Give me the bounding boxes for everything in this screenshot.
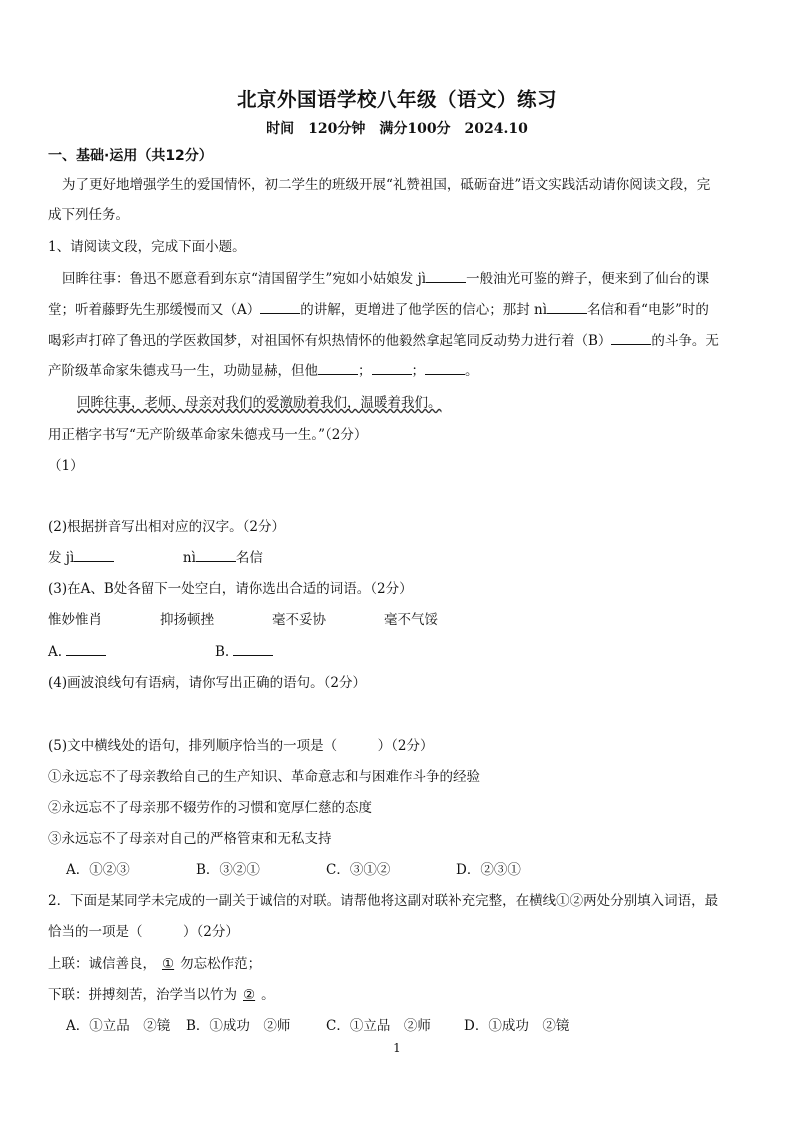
word-option: 毫不气馁 xyxy=(384,612,438,628)
passage-text: 的斗争。无 xyxy=(651,333,719,349)
intro-line-2: 成下列任务。 xyxy=(48,207,129,223)
choice-a[interactable]: A．①②③ xyxy=(66,862,130,878)
passage-line-4 xyxy=(48,362,479,380)
answer-label-b: B. xyxy=(214,644,230,660)
blank-marker-1: ① xyxy=(162,956,175,972)
sub2-prompt: (2)根据拼音写出相对应的汉字。（2分） xyxy=(48,519,285,535)
answer-blank[interactable] xyxy=(372,362,412,375)
choice-b[interactable]: B．③②① xyxy=(196,862,260,878)
choice-a[interactable]: A．①立品 ②镜 xyxy=(66,1018,171,1034)
choice-d[interactable]: D．①成功 ②镜 xyxy=(464,1018,570,1034)
passage-text: 堂；听着藤野先生那缓慢而又（A） xyxy=(48,302,261,318)
blank-marker-2: ② xyxy=(243,987,256,1003)
sub1-number: （1） xyxy=(48,458,84,474)
couplet-text: 勿忘松作范； xyxy=(180,956,262,972)
choice-d[interactable]: D．②③① xyxy=(456,862,521,878)
sub4-prompt: (4)画波浪线句有语病，请你写出正确的语句。（2分） xyxy=(48,675,366,691)
sub5-item: ③永远忘不了母亲对自己的严格管束和无私支持 xyxy=(48,831,332,847)
wavy-underlined-sentence: 回眸往事，老师、母亲对我们的爱激励着我们，温暖着我们。 xyxy=(77,395,442,411)
separator: ； xyxy=(411,363,425,379)
passage-line-2 xyxy=(48,301,709,319)
couplet-text: 。 xyxy=(261,987,275,1003)
sub5-choices xyxy=(66,861,521,879)
passage-text: 一般油光可鉴的辫子，便来到了仙台的课 xyxy=(466,271,710,287)
passage-text: 回眸往事：鲁迅不愿意看到东京“清国留学生”宛如小姑娘发 jì xyxy=(62,271,427,287)
passage-line-3 xyxy=(48,332,719,350)
answer-blank[interactable] xyxy=(425,362,465,375)
answer-label-a: A. xyxy=(48,644,63,660)
word-option: 抑扬顿挫 xyxy=(160,612,214,628)
sub2-answers xyxy=(48,549,263,567)
section-heading: 一、基础·运用（共12分） xyxy=(48,148,213,164)
word-option: 毫不妥协 xyxy=(272,612,326,628)
choice-c[interactable]: C．③①② xyxy=(326,862,391,878)
answer-blank[interactable] xyxy=(196,549,236,562)
pinyin-ni: nì xyxy=(182,550,196,566)
choice-b[interactable]: B．①成功 ②师 xyxy=(186,1018,291,1034)
page-number: 1 xyxy=(393,1041,401,1055)
sub5-item: ①永远忘不了母亲教给自己的生产知识、革命意志和与困难作斗争的经验 xyxy=(48,769,480,785)
sub5-item: ②永远忘不了母亲那不辍劳作的习惯和宽厚仁慈的态度 xyxy=(48,800,372,816)
passage-text: 喝彩声打碎了鲁迅的学医救国梦，对祖国怀有炽热情怀的他毅然拿起笔同反动势力进行着（B） xyxy=(48,333,612,349)
passage-text: 名信和看“电影”时的 xyxy=(587,302,709,318)
answer-blank[interactable] xyxy=(318,362,358,375)
passage-text: 产阶级革命家朱德戎马一生，功勋显赫，但他 xyxy=(48,363,318,379)
question-1-label: 1、请阅读文段，完成下面小题。 xyxy=(48,239,246,255)
pinyin-ji: 发 jì xyxy=(48,550,75,566)
page-title: 北京外国语学校八年级（语文）练习 xyxy=(236,88,557,111)
couplet-upper xyxy=(48,955,261,973)
sub1-prompt: 用正楷字书写“无产阶级革命家朱德戎马一生。”（2分） xyxy=(48,427,368,443)
sub3-answers xyxy=(48,643,273,661)
answer-blank-a[interactable] xyxy=(260,301,300,314)
answer-blank-a[interactable] xyxy=(66,643,106,656)
answer-blank[interactable] xyxy=(74,549,114,562)
answer-suffix: 名信 xyxy=(235,550,263,566)
passage-line-1 xyxy=(62,270,709,288)
answer-blank-b[interactable] xyxy=(233,643,273,656)
couplet-text: 上联：诚信善良， xyxy=(48,956,156,972)
word-option: 惟妙惟肖 xyxy=(48,612,102,628)
choice-c[interactable]: C．①立品 ②师 xyxy=(326,1018,431,1034)
exam-info: 时间 120分钟 满分100分 2024.10 xyxy=(266,121,528,137)
answer-blank[interactable] xyxy=(426,270,466,283)
question-2-line-2: 恰当的一项是（ ）（2分） xyxy=(48,924,239,940)
couplet-lower xyxy=(48,986,275,1004)
separator: ； xyxy=(358,363,372,379)
question-2-choices xyxy=(66,1017,569,1035)
question-2-line-1: 2．下面是某同学未完成的一副关于诚信的对联。请帮他将这副对联补充完整，在横线①②两处分别填入词语，最 xyxy=(48,893,719,909)
separator: 。 xyxy=(465,363,479,379)
passage-text: 的讲解，更增进了他学医的信心；那封 nì xyxy=(300,302,548,318)
answer-blank[interactable] xyxy=(547,301,587,314)
sub5-prompt: (5)文中横线处的语句，排列顺序恰当的一项是（ ）（2分） xyxy=(48,738,434,754)
couplet-text: 下联：拼搏刻苦，治学当以竹为 xyxy=(48,987,237,1003)
word-options xyxy=(48,611,438,629)
intro-line-1: 为了更好地增强学生的爱国情怀，初二学生的班级开展“礼赞祖国，砥砺奋进”语文实践活动请你阅读文段，完 xyxy=(62,177,711,193)
sub3-prompt: (3)在A、B处各留下一处空白，请你选出合适的词语。（2分） xyxy=(48,581,413,597)
answer-blank-b[interactable] xyxy=(611,332,651,345)
